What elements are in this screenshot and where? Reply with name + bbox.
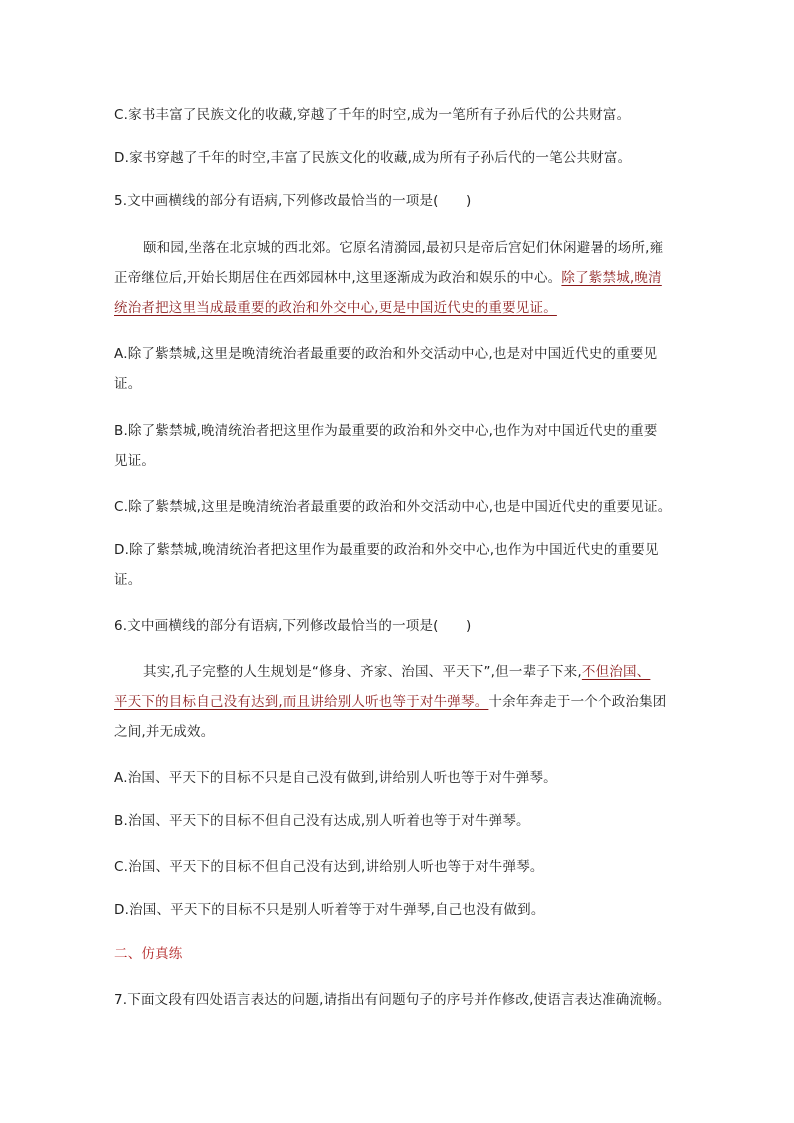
q5-passage-line-3 [114, 298, 557, 318]
q7-stem: 7.下面文段有四处语言表达的问题,请指出有问题句子的序号并作修改,使语言表达准确流畅。 [114, 992, 671, 1008]
q6-option-b: B.治国、平天下的目标不但自己没有达成,别人听着也等于对牛弹琴。 [114, 813, 530, 829]
q6-option-a: A.治国、平天下的目标不只是自己没有做到,讲给别人听也等于对牛弹琴。 [114, 770, 557, 786]
q6-passage-line-3: 之间,并无成效。 [114, 724, 215, 740]
q6-passage-line-1 [143, 662, 650, 682]
q5-option-a-line-1: A.除了紫禁城,这里是晚清统治者最重要的政治和外交活动中心,也是对中国近代史的重要见 [114, 346, 658, 362]
q6-option-d: D.治国、平天下的目标不只是别人听着等于对牛弹琴,自己也没有做到。 [114, 902, 545, 918]
q5-stem: 5.文中画横线的部分有语病,下列修改最恰当的一项是( ) [114, 193, 472, 209]
section-heading: 二、仿真练 [114, 946, 183, 962]
q6-passage-line-2 [114, 692, 667, 712]
q6-option-c: C.治国、平天下的目标不但自己没有达到,讲给别人听也等于对牛弹琴。 [114, 859, 544, 875]
q6-passage-plain: 其实,孔子完整的人生规划是“修身、齐家、治国、平天下”,但一辈子下来, [143, 664, 582, 680]
q5-passage-line-1: 颐和园,坐落在北京城的西北郊。它原名清漪园,最初只是帝后宫妃们休闲避暑的场所,雍 [143, 240, 664, 256]
q5-underlined-segment: 除了紫禁城,晚清 [561, 270, 662, 286]
q5-option-a-line-2: 证。 [114, 376, 142, 392]
q5-passage-line-2 [114, 268, 662, 288]
q6-underlined-segment-cont: 平天下的目标自己没有达到,而且讲给别人听也等于对牛弹琴。 [114, 694, 489, 710]
q4-option-c: C.家书丰富了民族文化的收藏,穿越了千年的时空,成为一笔所有子孙后代的公共财富。 [114, 107, 631, 123]
q5-option-c: C.除了紫禁城,这里是晚清统治者最重要的政治和外交活动中心,也是中国近代史的重要见证。 [114, 499, 672, 515]
q5-option-b-line-2: 见证。 [114, 453, 156, 469]
q5-option-d-line-1: D.除了紫禁城,晚清统治者把这里作为最重要的政治和外交中心,也作为中国近代史的重要见 [114, 542, 659, 558]
q6-underlined-segment: 不但治国、 [581, 664, 651, 680]
q5-option-d-line-2: 证。 [114, 572, 142, 588]
q5-passage-plain: 正帝继位后,开始长期居住在西郊园林中,这里逐渐成为政治和娱乐的中心。 [114, 270, 562, 286]
q5-underlined-segment-cont: 统治者把这里当成最重要的政治和外交中心,更是中国近代史的重要见证。 [114, 300, 557, 316]
q6-stem: 6.文中画横线的部分有语病,下列修改最恰当的一项是( ) [114, 618, 472, 634]
q6-passage-plain-cont: 十余年奔走于一个个政治集团 [488, 694, 667, 710]
q5-option-b-line-1: B.除了紫禁城,晚清统治者把这里作为最重要的政治和外交中心,也作为对中国近代史的重要 [114, 423, 658, 439]
q4-option-d: D.家书穿越了千年的时空,丰富了民族文化的收藏,成为所有子孙后代的一笔公共财富。 [114, 150, 632, 166]
